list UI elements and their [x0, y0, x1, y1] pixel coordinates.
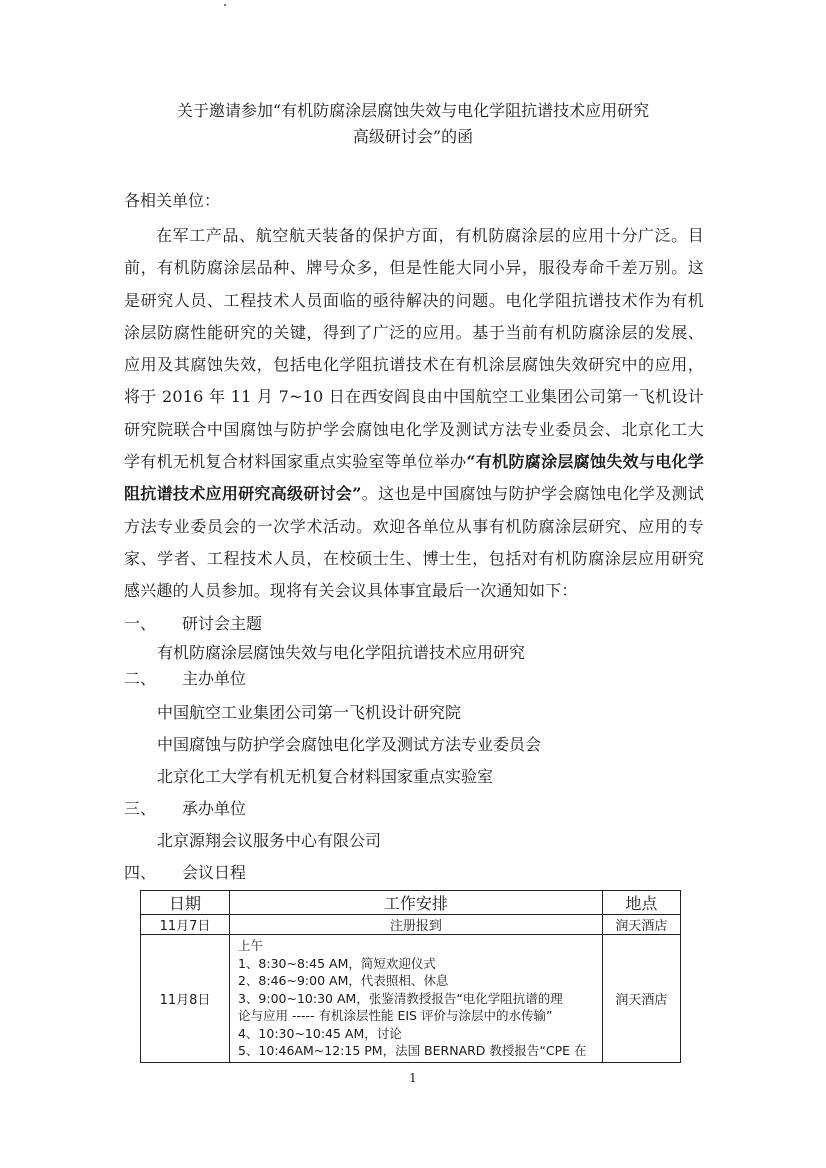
section-1-item: 有机防腐涂层腐蚀失效与电化学阻抗谱技术应用研究: [157, 643, 526, 662]
section-label: 主办单位: [182, 669, 247, 688]
body-text-part1: 在军工产品、航空航天装备的保护方面，有机防腐涂层的应用十分广泛。目前，有机防腐涂层品种、牌号众多，但是性能大同小异，服役寿命千差万别。这是研究人员、工程技术人员面临的亟待解决的问题。电化学阻抗谱技术作为有机涂层防腐性能研究的关键，得到了广泛的应用。基于当前有机防腐涂层的发展、应用及其腐蚀失效，包括电化学阻抗谱技术在有机涂层腐蚀失效研究中的应用，将于 2016 年 11 月 7~10 日在西安阎良由中国航空工业集团公司第一飞机设计研究院联合中国腐蚀与防护学会腐蚀电化学及测试方法专业委员会、北京化工大学有机无机复合材料国家重点实验室等单位举办: [124, 226, 704, 472]
date-cell: 11月8日: [141, 935, 230, 1063]
schedule-table: [140, 890, 681, 1063]
body-seminar-name: “有机防腐涂层腐蚀失效与电化学阻抗谱技术应用研究高级研讨会”: [124, 452, 704, 504]
place-cell: 润天酒店: [602, 935, 680, 1063]
section-number: 三、: [124, 799, 157, 818]
section-number: 四、: [124, 863, 157, 882]
agenda-line: 上午: [237, 938, 263, 953]
column-header-place: 地点: [602, 891, 680, 915]
body-paragraph: [124, 220, 704, 608]
letter-title-line1: 关于邀请参加“有机防腐涂层腐蚀失效与电化学阻抗谱技术应用研究: [176, 101, 650, 120]
letter-title-line2: 高级研讨会”的函: [352, 127, 474, 146]
table-row: [141, 935, 681, 1063]
arrangement-cell: 注册报到: [229, 915, 602, 935]
agenda-line: 5、10:46AM~12:15 PM，法国 BERNARD 教授报告“CPE 在: [237, 1043, 587, 1058]
agenda-line: 3、9:00~10:30 AM，张鉴清教授报告“电化学阻抗谱的理: [237, 990, 563, 1006]
scan-speck: [224, 4, 226, 6]
section-label: 研讨会主题: [182, 614, 263, 633]
section-number: 一、: [124, 614, 157, 633]
table-row: [141, 915, 681, 935]
section-3-item: 北京源翔会议服务中心有限公司: [157, 831, 382, 850]
section-label: 会议日程: [182, 863, 247, 882]
section-label: 承办单位: [182, 799, 247, 818]
agenda-line: 4、10:30~10:45 AM，讨论: [237, 1025, 402, 1041]
section-number: 二、: [124, 669, 157, 688]
agenda-line: 论与应用 ----- 有机涂层性能 EIS 评价与涂层中的水传输”: [237, 1008, 553, 1023]
arrangement-cell: [229, 935, 602, 1063]
column-header-date: 日期: [141, 891, 230, 915]
section-2-item: 中国腐蚀与防护学会腐蚀电化学及测试方法专业委员会: [157, 735, 542, 754]
agenda-line: 2、8:46~9:00 AM，代表照相、休息: [237, 973, 449, 988]
letter-body: [124, 220, 704, 608]
section-2-item: 中国航空工业集团公司第一飞机设计研究院: [157, 703, 462, 722]
date-cell: 11月7日: [141, 915, 230, 935]
column-header-arrangement: 工作安排: [229, 891, 602, 915]
page-number: 1: [409, 1071, 417, 1085]
salutation: 各相关单位：: [124, 191, 221, 210]
place-cell: 润天酒店: [602, 915, 680, 935]
body-text-part2: 。这也是中国腐蚀与防护学会腐蚀电化学及测试方法专业委员会的一次学术活动。欢迎各单位从事有机防腐涂层研究、应用的专家、学者、工程技术人员，在校硕士生、博士生，包括对有机防腐涂层应用研究感兴趣的人员参加。现将有关会议具体事宜最后一次通知如下：: [124, 484, 704, 601]
section-2-item: 北京化工大学有机无机复合材料国家重点实验室: [157, 767, 494, 786]
table-header-row: [141, 891, 681, 915]
agenda-line: 1、8:30~8:45 AM，简短欢迎仪式: [237, 955, 436, 971]
